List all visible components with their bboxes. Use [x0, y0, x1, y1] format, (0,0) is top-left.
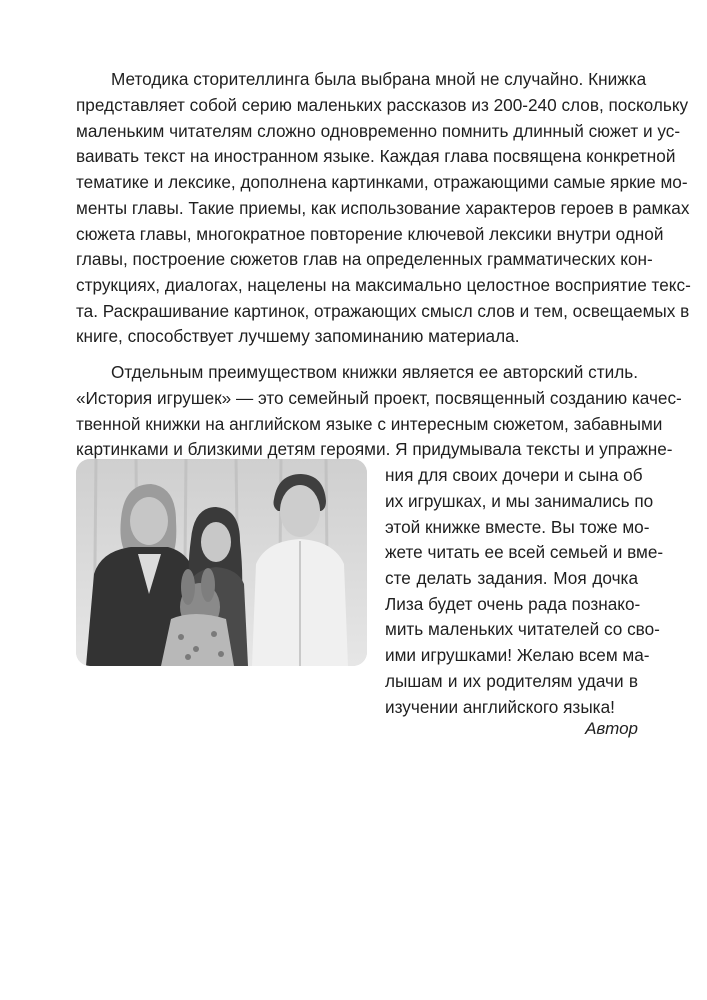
- text-line: «История игрушек» — это семейный проект, посвященный созданию качес-: [76, 388, 682, 408]
- family-photo-illustration: [76, 459, 367, 666]
- text-line: ими игрушками! Желаю всем ма-: [385, 645, 650, 665]
- text-line: струкциях, диалогах, нацелены на максимально целостное восприятие текс-: [76, 275, 691, 295]
- text-line: книге, способствует лучшему запоминанию материала.: [76, 326, 520, 346]
- text-line: жете читать ее всей семьей и вме-: [385, 542, 664, 562]
- text-line: их игрушках, и мы занимались по: [385, 491, 654, 511]
- text-line: ния для своих дочери и сына об: [385, 465, 643, 485]
- text-line: Отдельным преимуществом книжки является ее авторский стиль.: [111, 362, 638, 382]
- text-line: Методика сторителлинга была выбрана мной не случайно. Книжка: [111, 69, 647, 89]
- text-line: твенной книжки на английском языке с интересным сюжетом, забавными: [76, 414, 663, 434]
- text-line: изучении английского языка!: [385, 697, 615, 717]
- text-line: Лиза будет очень рада познако-: [385, 594, 641, 614]
- text-line: та. Раскрашивание картинок, отражающих смысл слов и тем, освещаемых в: [76, 301, 690, 321]
- text-line: главы, построение сюжетов глав на определенных грамматических кон-: [76, 249, 653, 269]
- text-line: картинками и близкими детям героями. Я придумывала тексты и упражне-: [76, 439, 673, 459]
- text-line: мить маленьких читателей со сво-: [385, 619, 660, 639]
- text-line: тематике и лексике, дополнена картинками, отражающими самые яркие мо-: [76, 172, 688, 192]
- text-line: лышам и их родителям удачи в: [385, 671, 638, 691]
- family-photo: [76, 459, 367, 666]
- text-line: сюжета главы, многократное повторение ключевой лексики внутри одной: [76, 224, 664, 244]
- signature: Автор: [585, 719, 638, 738]
- text-line: менты главы. Такие приемы, как использование характеров героев в рамках: [76, 198, 690, 218]
- text-line: маленьким читателям сложно одновременно помнить длинный сюжет и ус-: [76, 121, 681, 141]
- text-line: ваивать текст на иностранном языке. Каждая глава посвящена конкретной: [76, 146, 676, 166]
- text-line: этой книжке вместе. Вы тоже мо-: [385, 517, 650, 537]
- text-line: сте делать задания. Моя дочка: [385, 568, 638, 588]
- text-line: представляет собой серию маленьких рассказов из 200-240 слов, поскольку: [76, 95, 689, 115]
